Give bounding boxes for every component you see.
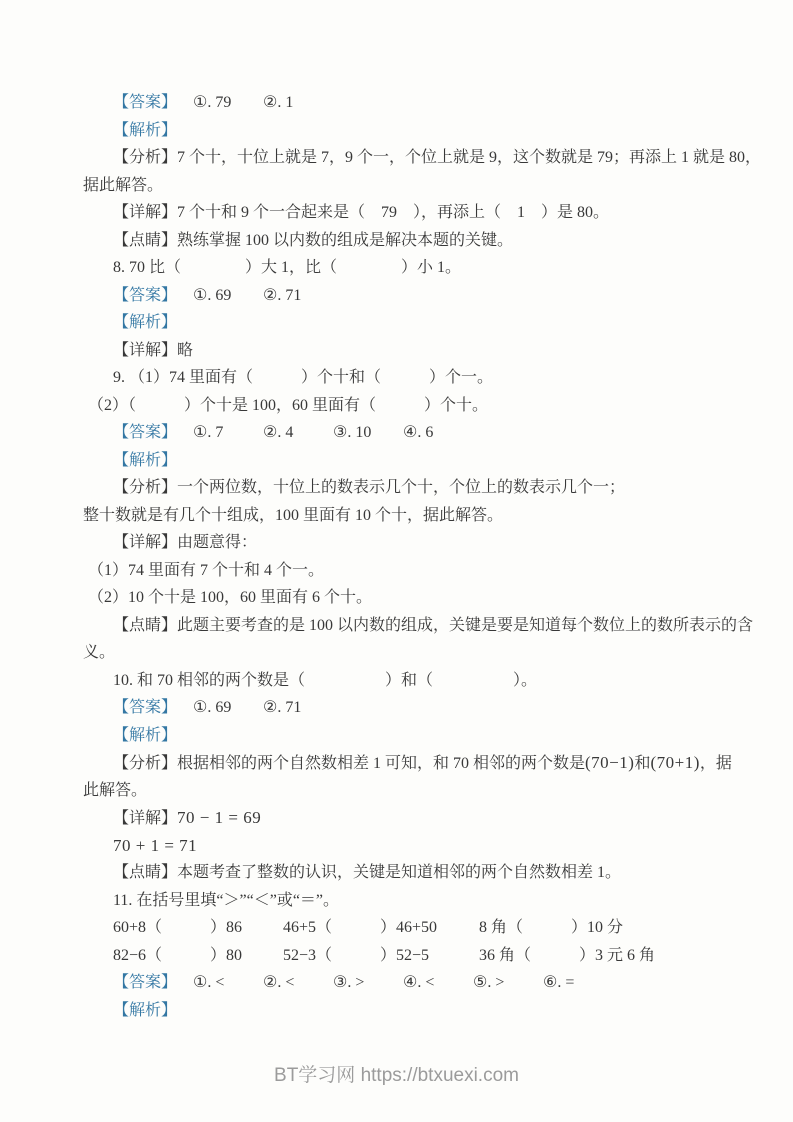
text-segment: 整十数就是有几个十组成，100 里面有 10 个十，据此解答。 [83,506,504,524]
text-segment: 【详解】 [113,810,178,827]
doc-line [83,859,763,887]
text-segment: 【解析】 [113,451,178,469]
text-segment: 【解析】 [113,726,178,744]
answer-item: ⑥. = [543,974,575,991]
text-segment: 【分析】根据相邻的两个自然数相差 1 可知，和 70 相邻的两个数是 [113,755,586,772]
doc-line [83,419,763,447]
doc-line [83,309,763,337]
answer-item: ④. 6 [403,424,434,441]
answer-items [193,699,333,716]
answer-item: ④. < [403,974,435,991]
answer-items [193,287,333,304]
doc-line [83,392,763,420]
text-segment: 【点睛】此题主要考查的是 100 以内数的组成，关键是要是知道每个数位上的数所表示的含 [113,616,754,634]
answer-label: 【答案】 [113,974,178,991]
answer-item: ③. > [333,974,365,991]
text-segment: 义。 [83,644,116,661]
answer-item: ①. 79 [193,94,232,111]
doc-line [83,502,763,530]
text-segment: 9. （1）74 里面有（ ）个十和（ ）个一。 [113,369,494,386]
text-segment: 70 − 1 = 69 [177,808,262,827]
exercise-column: 52−3（ ）52−5 [283,946,430,964]
answer-item: ②. 71 [263,699,302,716]
text-segment: 【点睛】熟练掌握 100 以内数的组成是解决本题的关键。 [113,231,514,249]
doc-line [83,942,763,970]
doc-line [83,172,763,200]
text-segment: 和 [634,755,651,772]
text-segment: 【分析】一个两位数，十位上的数表示几个十，个位上的数表示几个一； [113,479,626,496]
doc-line [83,832,763,860]
doc-line [83,227,763,255]
answer-label: 【答案】 [113,94,178,111]
answer-item: ①. 7 [193,424,224,441]
doc-line [83,804,763,832]
answer-item: ②. < [263,974,295,991]
doc-line [83,997,763,1025]
text-segment: （2）（ ）个十是 100，60 里面有（ ）个十。 [88,396,489,414]
doc-line [83,364,763,392]
text-segment: 70 + 1 = 71 [113,835,198,855]
answer-item: ①. 69 [193,286,232,304]
doc-line [83,557,763,585]
text-segment: 【解析】 [113,1001,178,1019]
text-segment: 据此解答。 [83,176,164,194]
doc-line [83,282,763,310]
doc-line [83,89,763,117]
doc-line [83,337,763,365]
text-segment: 【详解】由题意得： [113,534,258,551]
answer-items [193,424,473,441]
exercise-column: 36 角（ ）3 元 6 角 [479,946,656,964]
doc-line [83,914,763,942]
doc-line [83,144,763,172]
answer-label: 【答案】 [113,424,178,441]
text-segment: (70+1) [650,753,700,772]
doc-line [83,969,763,997]
doc-line [83,694,763,722]
text-segment: 【详解】略 [113,341,194,359]
doc-line [83,117,763,145]
answer-item: ①. 69 [193,699,232,716]
doc-line [83,584,763,612]
exercise-column: 82−6（ ）80 [113,946,243,964]
doc-line [83,749,763,777]
document-body [83,89,763,1024]
doc-line [83,447,763,475]
doc-line [83,639,763,667]
text-segment: 【详解】7 个十和 9 个一合起来是（ 79 ），再添上（ 1 ）是 80。 [113,204,610,221]
answer-label: 【答案】 [113,699,178,716]
text-segment: 【解析】 [113,121,178,139]
doc-line [83,667,763,695]
exercise-column: 8 角（ ）10 分 [479,919,624,936]
answer-item: ③. 10 [333,424,372,441]
doc-line [83,887,763,915]
doc-line [83,199,763,227]
doc-line [83,612,763,640]
text-segment: 【分析】7 个十，十位上就是 7，9 个一，个位上就是 9，这个数就是 79；再添上 1 就是 80， [113,149,762,166]
doc-line [83,474,763,502]
text-segment: 10. 和 70 相邻的两个数是（ ）和（ ）。 [113,671,538,689]
answer-item: ①. < [193,974,225,991]
doc-line [83,777,763,805]
answer-item: ②. 71 [263,286,302,304]
text-segment: （1）74 里面有 7 个十和 4 个一。 [88,561,325,579]
text-segment: 【解析】 [113,314,178,331]
doc-line [83,722,763,750]
exercise-column: 60+8（ ）86 [113,919,243,936]
text-segment: 8. 70 比（ ）大 1，比（ ）小 1。 [113,259,462,276]
answer-item: ②. 4 [263,424,294,441]
text-segment: (70−1) [585,753,635,772]
text-segment: 此解答。 [83,781,148,799]
answer-item: ②. 1 [263,94,294,111]
text-segment: 11. 在括号里填“＞”“＜”或“＝”。 [113,891,340,909]
text-segment: 【点睛】本题考查了整数的认识，关键是知道相邻的两个自然数相差 1。 [113,864,622,881]
text-segment: （2）10 个十是 100，60 里面有 6 个十。 [88,589,373,606]
answer-items [193,974,613,991]
exercise-column: 46+5（ ）46+50 [283,919,438,936]
answer-item: ⑤. > [473,974,505,991]
watermark-text: BT学习网 https://btxuexi.com [274,1065,519,1086]
answer-label: 【答案】 [113,286,178,304]
text-segment: ，据 [699,755,732,772]
answer-items [193,94,333,111]
doc-line [83,529,763,557]
doc-line [83,254,763,282]
